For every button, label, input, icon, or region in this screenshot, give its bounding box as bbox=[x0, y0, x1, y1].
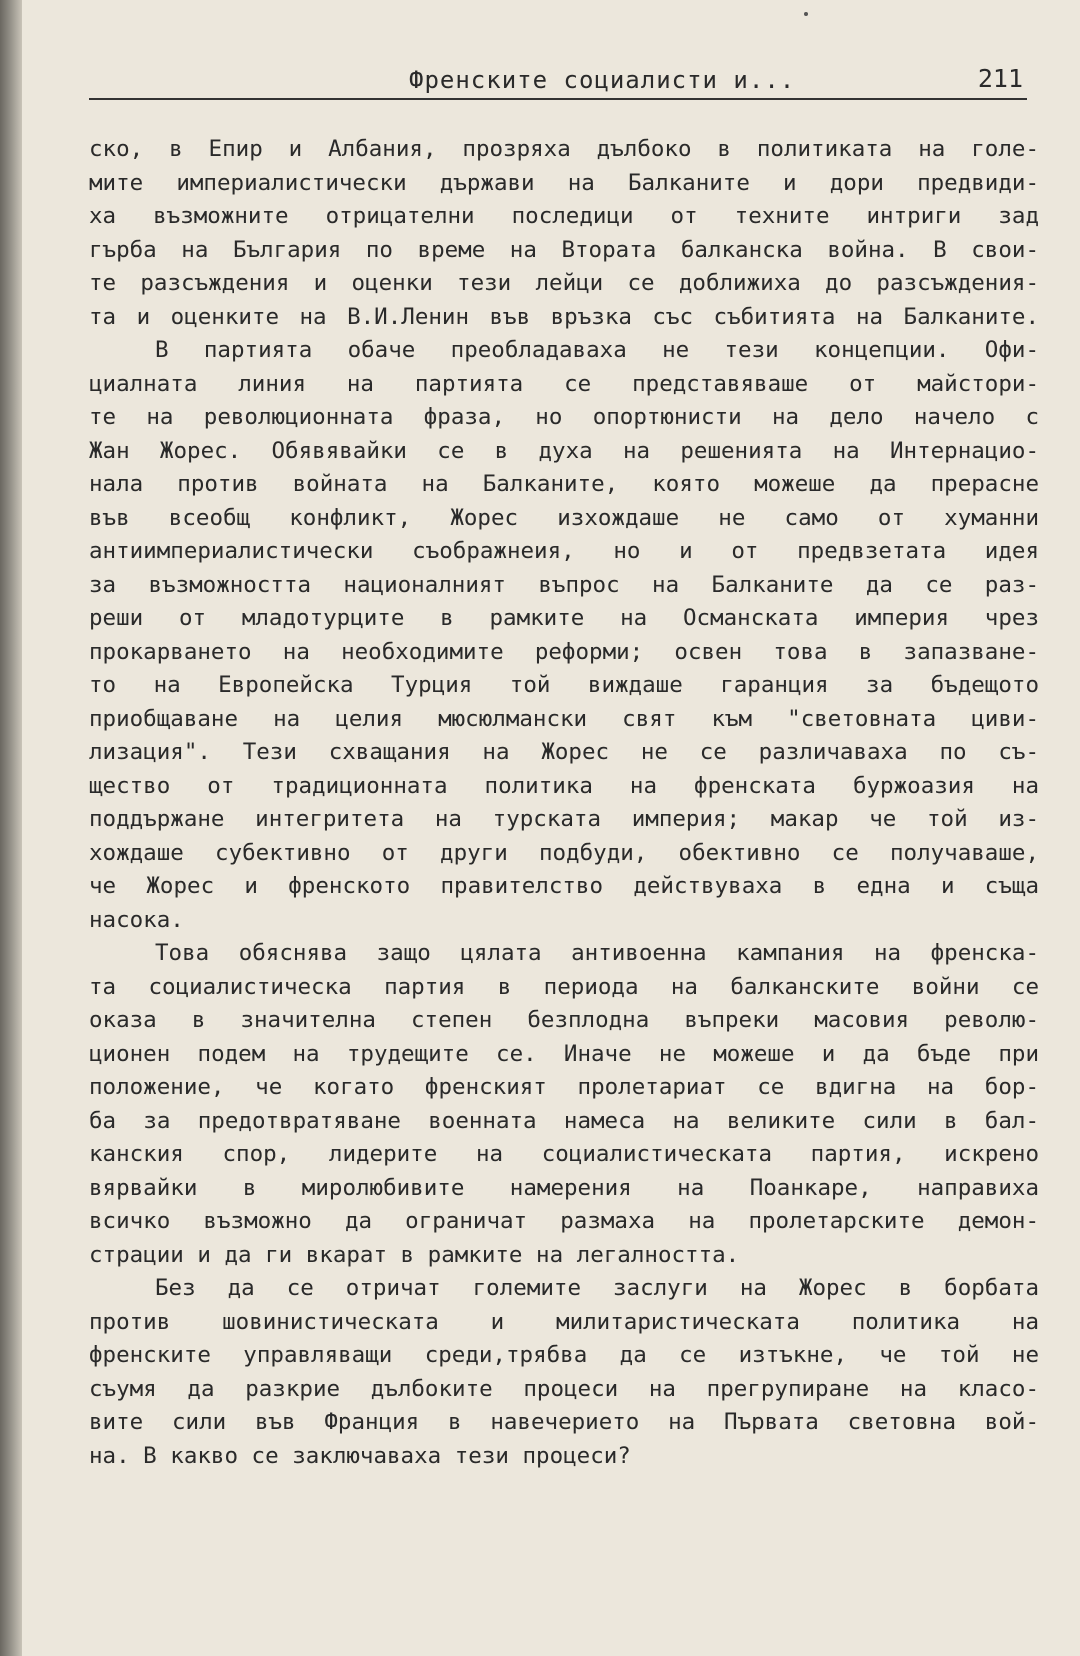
text-line: циалната линия на партията се представяваше от майстори- bbox=[89, 370, 1039, 397]
text-line: то на Европейска Турция той виждаше гаранция за бъдещото bbox=[89, 672, 1039, 698]
text-line: лизация". Тези схващания на Жорес не се различаваха по съ- bbox=[89, 739, 1039, 765]
print-speck bbox=[804, 12, 808, 16]
text-line: те разсъждения и оценки тези лейци се доближиха до разсъждения- bbox=[89, 270, 1039, 296]
text-line: вярвайки в миролюбивите намерения на Поанкаре, направиха bbox=[89, 1174, 1039, 1201]
text-line: във всеобщ конфликт, Жорес изхождаше не само от хуманни bbox=[89, 504, 1039, 531]
paragraph-first-line: В партията обаче преобладаваха не тези концепции. Офи- bbox=[155, 337, 1039, 363]
text-line: та и оценките на В.И.Ленин във връзка със събитията на Балканите. bbox=[89, 303, 1039, 330]
text-line: те на революционната фраза, но опортюнисти на дело начело с bbox=[89, 404, 1039, 430]
body-text bbox=[89, 133, 1039, 1473]
text-line: френските управляващи среди,трябва да се изтъкне, че той не bbox=[89, 1342, 1039, 1368]
paragraph-last-line: страции и да ги вкарат в рамките на легалността. bbox=[89, 1241, 740, 1268]
page-number: 211 bbox=[977, 64, 1023, 93]
text-line: че Жорес и френското правителство действуваха в една и съща bbox=[89, 873, 1039, 899]
text-line: за възможността националният въпрос на Балканите да се раз- bbox=[89, 571, 1039, 598]
running-title: Френските социалисти и... bbox=[409, 66, 796, 94]
text-line: антиимпериалистически съображнеия, но и от предвзетата идея bbox=[89, 538, 1039, 564]
text-line: канския спор, лидерите на социалистическата партия, искрено bbox=[89, 1141, 1039, 1167]
text-line: оказа в значителна степен безплодна въпреки масовия револю- bbox=[89, 1007, 1039, 1033]
text-line: вите сили във Франция в навечерието на Първата световна вой- bbox=[89, 1409, 1039, 1435]
paragraph-last-line: на. В какво се заключаваха тези процеси? bbox=[89, 1442, 631, 1469]
book-spine-shadow bbox=[0, 0, 22, 1656]
page-header bbox=[89, 64, 1027, 100]
text-line: против шовинистическата и милитаристическата политика на bbox=[89, 1308, 1039, 1335]
paragraph-first-line: Без да се отричат големите заслуги на Жорес в борбата bbox=[155, 1275, 1039, 1301]
text-line: положение, че когато френският пролетариат се вдигна на бор- bbox=[89, 1074, 1039, 1100]
text-line: прокарването на необходимите реформи; освен това в запазване- bbox=[89, 638, 1039, 665]
text-line: гърба на България по време на Втората балканска война. В свои- bbox=[89, 236, 1039, 263]
text-line: хождаше субективно от други подбуди, обективно се получаваше, bbox=[89, 839, 1039, 866]
text-line: та социалистическа партия в периода на балканските войни се bbox=[89, 973, 1039, 1000]
text-line: ха възможните отрицателни последици от техните интриги зад bbox=[89, 203, 1039, 229]
paragraph-last-line: насока. bbox=[89, 906, 184, 933]
text-line: Жан Жорес. Обявявайки се в духа на решенията на Интернацио- bbox=[89, 437, 1039, 464]
text-line: поддържане интегритета на турската империя; макар че той из- bbox=[89, 806, 1039, 832]
text-line: ско, в Епир и Албания, прозряха дълбоко в политиката на голе- bbox=[89, 136, 1039, 162]
text-line: нала против войната на Балканите, която можеше да прерасне bbox=[89, 471, 1039, 497]
book-page bbox=[22, 0, 1080, 1656]
paragraph-first-line: Това обяснява защо цялата антивоенна кампания на френска- bbox=[155, 940, 1039, 966]
text-line: реши от младотурците в рамките на Османската империя чрез bbox=[89, 605, 1039, 631]
text-line: приобщаване на целия мюсюлмански свят към "световната циви- bbox=[89, 705, 1039, 732]
text-line: съумя да разкрие дълбоките процеси на прегрупиране на класо- bbox=[89, 1375, 1039, 1402]
text-line: ционен подем на трудещите се. Иначе не можеше и да бъде при bbox=[89, 1040, 1039, 1067]
text-line: всичко възможно да ограничат размаха на пролетарските демон- bbox=[89, 1208, 1039, 1234]
text-line: ба за предотвратяване военната намеса на великите сили в бал- bbox=[89, 1107, 1039, 1134]
text-line: щество от традиционната политика на френската буржоазия на bbox=[89, 772, 1039, 799]
text-line: мите империалистически държави на Балканите и дори предвиди- bbox=[89, 169, 1039, 196]
